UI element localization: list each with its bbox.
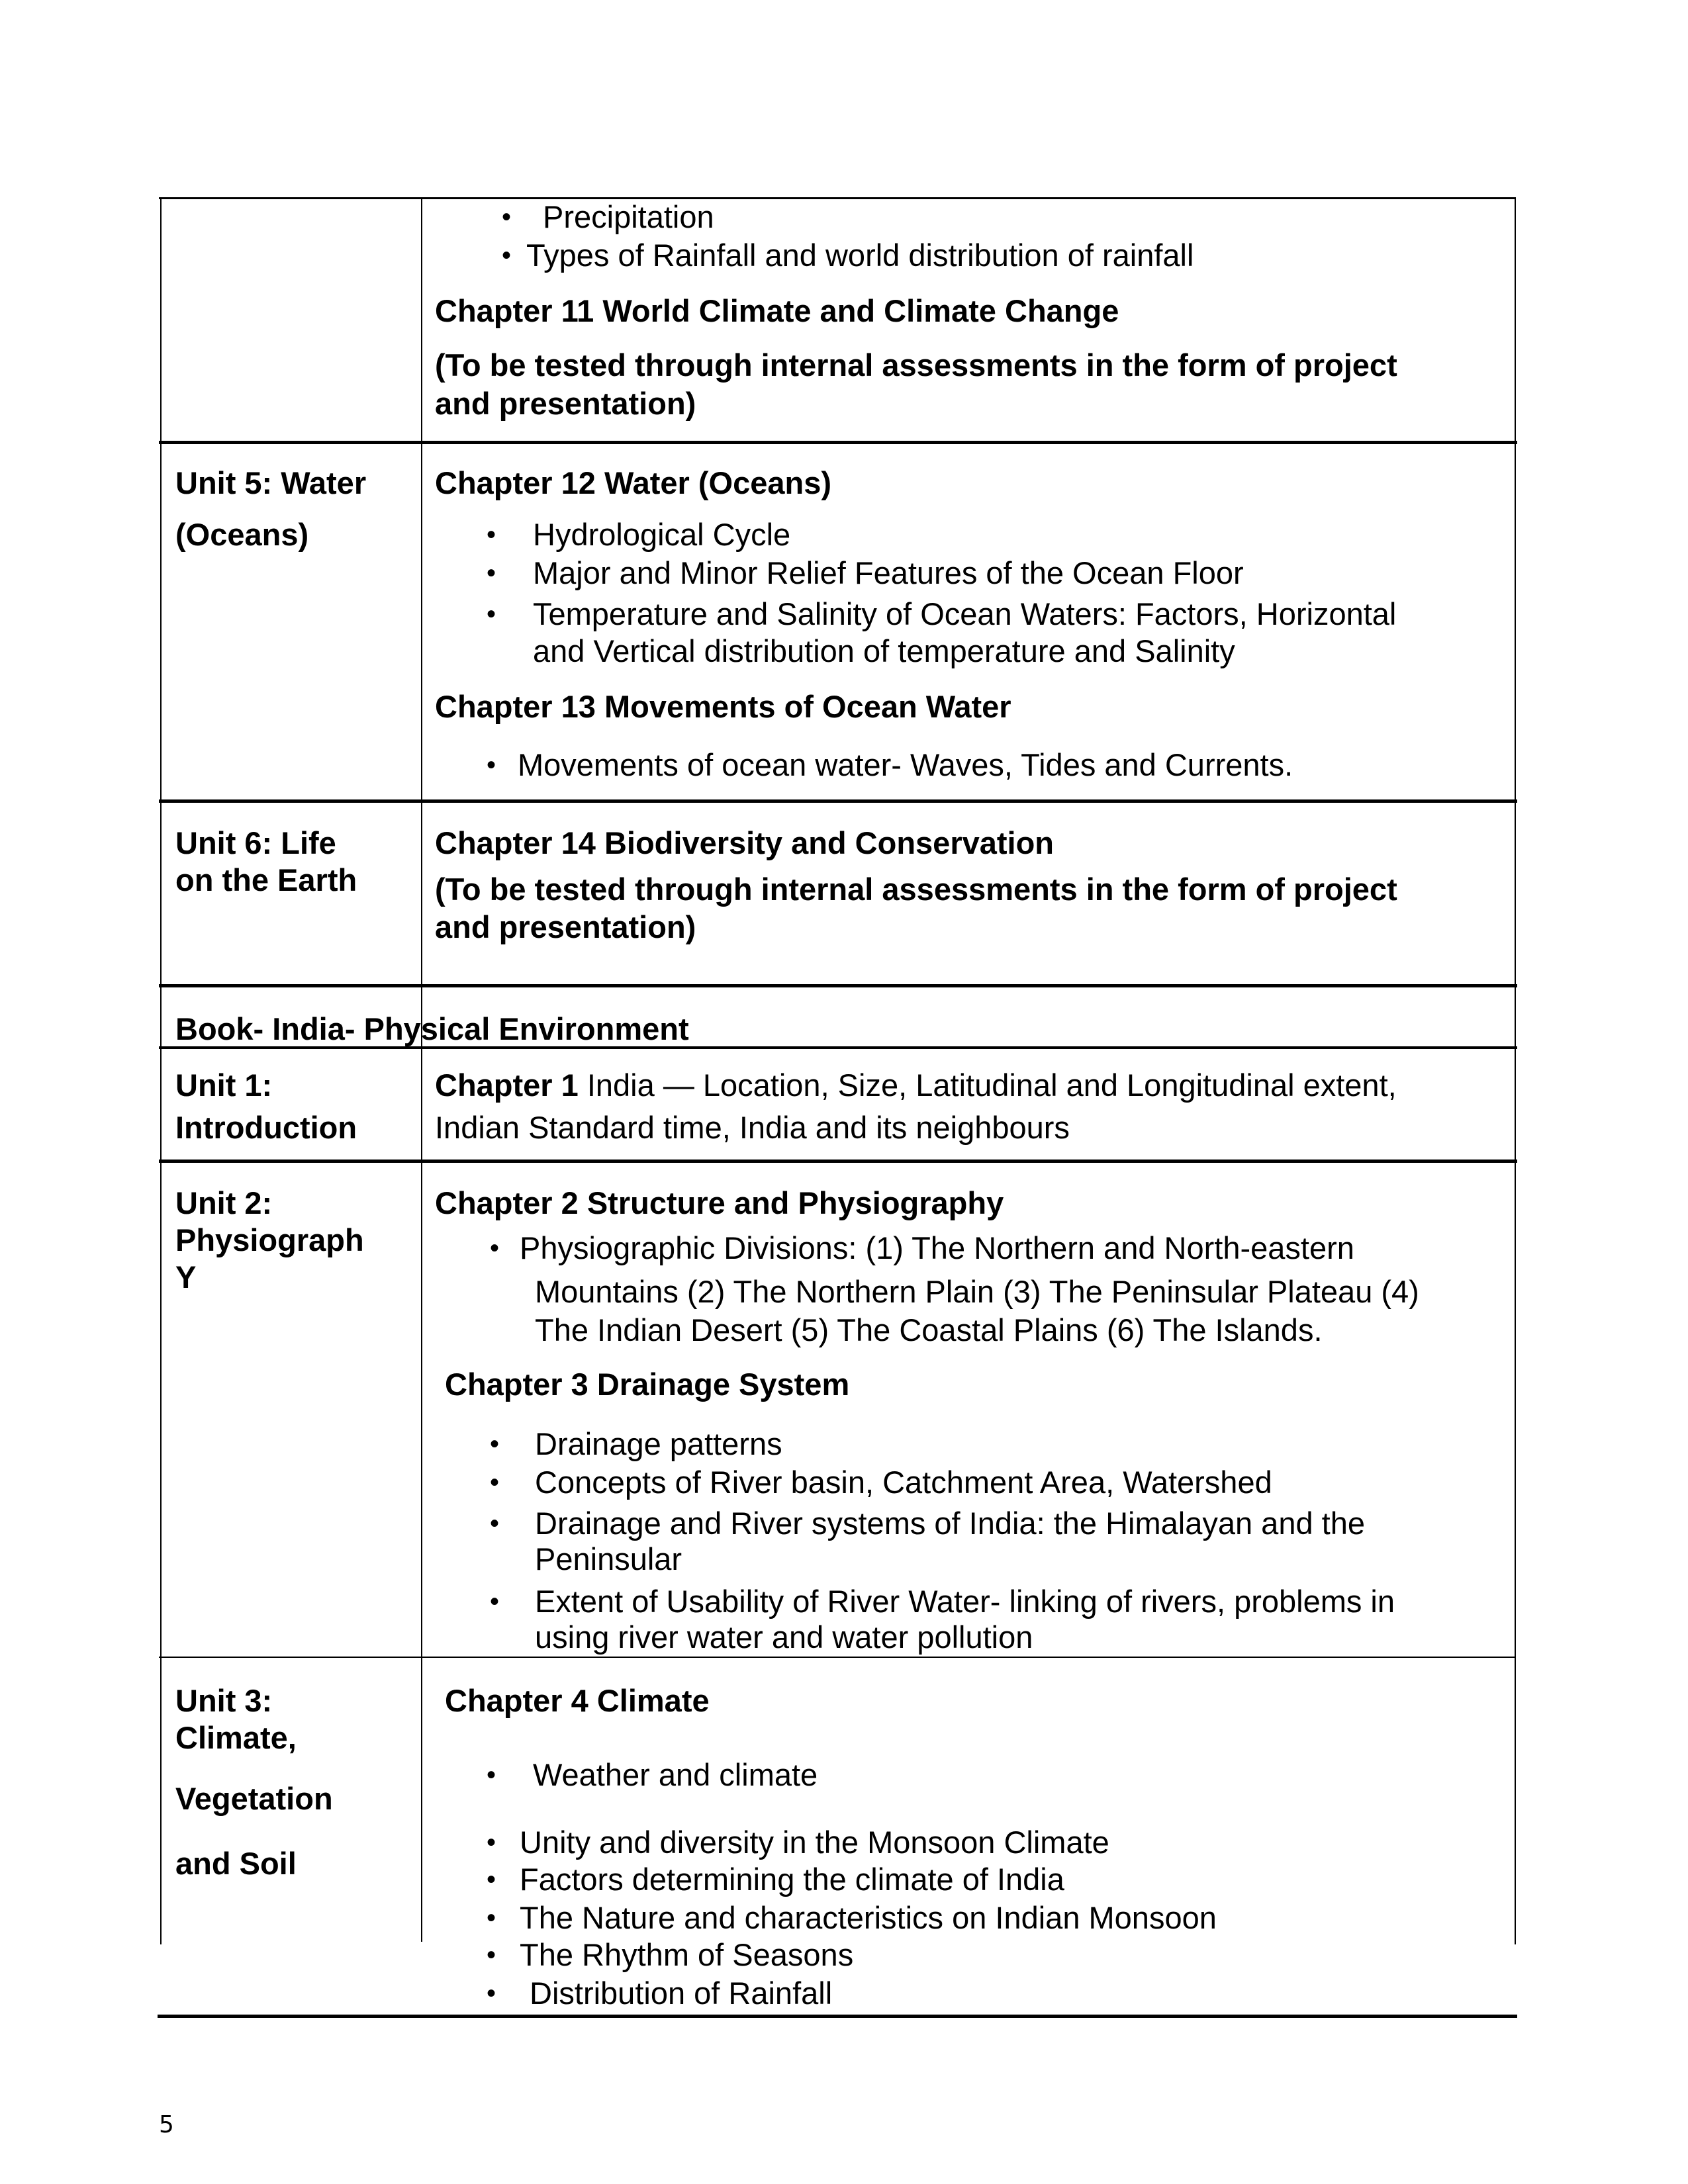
unit-label: Climate, [175,1720,297,1755]
list-item: Hydrological Cycle [533,517,791,552]
row-divider [159,984,1517,987]
list-item: Concepts of River basin, Catchment Area, Watershed [535,1465,1272,1500]
chapter-description: Indian Standard time, India and its neighbours [435,1110,1070,1145]
page-number: 5 [159,2111,174,2138]
table-column-divider [421,197,422,1048]
unit-label: (Oceans) [175,517,309,552]
list-item: Factors determining the climate of India [520,1862,1064,1897]
list-item-continuation: Mountains (2) The Northern Plain (3) The Peninsular Plateau (4) [535,1274,1419,1309]
chapter-line [435,1067,1397,1104]
bullet-icon: • [487,600,496,629]
chapter-title: Chapter 11 World Climate and Climate Change [435,293,1119,328]
list-item: Types of Rainfall and world distribution of rainfall [526,238,1194,273]
list-item: Distribution of Rainfall [530,1976,833,2011]
list-item: Precipitation [543,199,714,234]
unit-label: Unit 6: Life [175,825,336,860]
chapter-title: Chapter 1 [435,1068,579,1103]
list-item: Temperature and Salinity of Ocean Waters: Factors, Horizontal [533,596,1397,631]
list-item: Movements of ocean water- Waves, Tides and Currents. [518,747,1293,782]
row-divider [159,441,1517,444]
unit-label: Y [175,1259,197,1295]
list-item-continuation: The Indian Desert (5) The Coastal Plains (6) The Islands. [535,1312,1323,1347]
table-column-divider [421,1048,422,1942]
chapter-title: Chapter 12 Water (Oceans) [435,465,831,500]
unit-label: Unit 1: [175,1068,273,1103]
list-item: Extent of Usability of River Water- linking of rivers, problems in [535,1584,1395,1619]
bullet-icon: • [502,203,512,232]
bullet-icon: • [487,1940,496,1970]
bullet-icon: • [487,559,496,588]
assessment-note: and presentation) [435,386,696,421]
bullet-icon: • [487,1760,496,1790]
bullet-icon: • [502,241,512,270]
table-bottom-border [158,2015,1517,2018]
assessment-note: (To be tested through internal assessments in the form of project [435,347,1397,383]
bullet-icon: • [487,1903,496,1933]
bullet-icon: • [487,1865,496,1894]
bullet-icon: • [490,1509,500,1538]
table-left-border [160,197,162,1944]
list-item-continuation: Peninsular [535,1541,682,1576]
table-right-border [1515,197,1516,1944]
bullet-icon: • [490,1430,500,1459]
row-divider [159,799,1517,803]
list-item: Drainage and River systems of India: the Himalayan and the [535,1506,1365,1541]
chapter-title: Chapter 2 Structure and Physiography [435,1185,1004,1220]
list-item: Drainage patterns [535,1426,782,1461]
bullet-icon: • [487,520,496,549]
unit-label: and Soil [175,1846,297,1881]
bullet-icon: • [487,1828,496,1857]
bullet-icon: • [490,1234,500,1263]
list-item: Weather and climate [533,1757,818,1792]
unit-label: Physiograph [175,1222,364,1257]
chapter-title: Chapter 4 Climate [445,1683,710,1718]
list-item: The Rhythm of Seasons [520,1937,854,1972]
assessment-note: (To be tested through internal assessments in the form of project [435,872,1397,907]
list-item: Physiographic Divisions: (1) The Northern and North-eastern [520,1230,1354,1265]
bullet-icon: • [487,751,496,780]
bullet-icon: • [490,1587,500,1616]
chapter-title: Chapter 14 Biodiversity and Conservation [435,825,1055,860]
unit-label: Unit 5: Water [175,465,367,500]
chapter-title: Chapter 13 Movements of Ocean Water [435,689,1011,724]
assessment-note: and presentation) [435,909,696,944]
unit-label: Unit 3: [175,1683,273,1718]
book-title: Book- India- Physical Environment [175,1011,689,1046]
unit-label: Unit 2: [175,1185,273,1220]
chapter-description: India — Location, Size, Latitudinal and Longitudinal extent, [578,1068,1397,1103]
unit-label: on the Earth [175,862,357,897]
unit-label: Introduction [175,1110,357,1145]
list-item: Major and Minor Relief Features of the Ocean Floor [533,555,1244,590]
bullet-icon: • [490,1468,500,1497]
list-item-continuation: and Vertical distribution of temperature and Salinity [533,633,1235,668]
row-divider [159,1657,1516,1658]
chapter-title: Chapter 3 Drainage System [445,1367,850,1402]
unit-label: Vegetation [175,1781,333,1816]
list-item-continuation: using river water and water pollution [535,1619,1033,1655]
bullet-icon: • [487,1979,496,2008]
list-item: The Nature and characteristics on Indian Monsoon [520,1900,1217,1935]
row-divider [159,1160,1517,1163]
table-bottom-gap [152,1946,1523,2013]
list-item: Unity and diversity in the Monsoon Climate [520,1825,1109,1860]
table-top-border [159,197,1516,199]
